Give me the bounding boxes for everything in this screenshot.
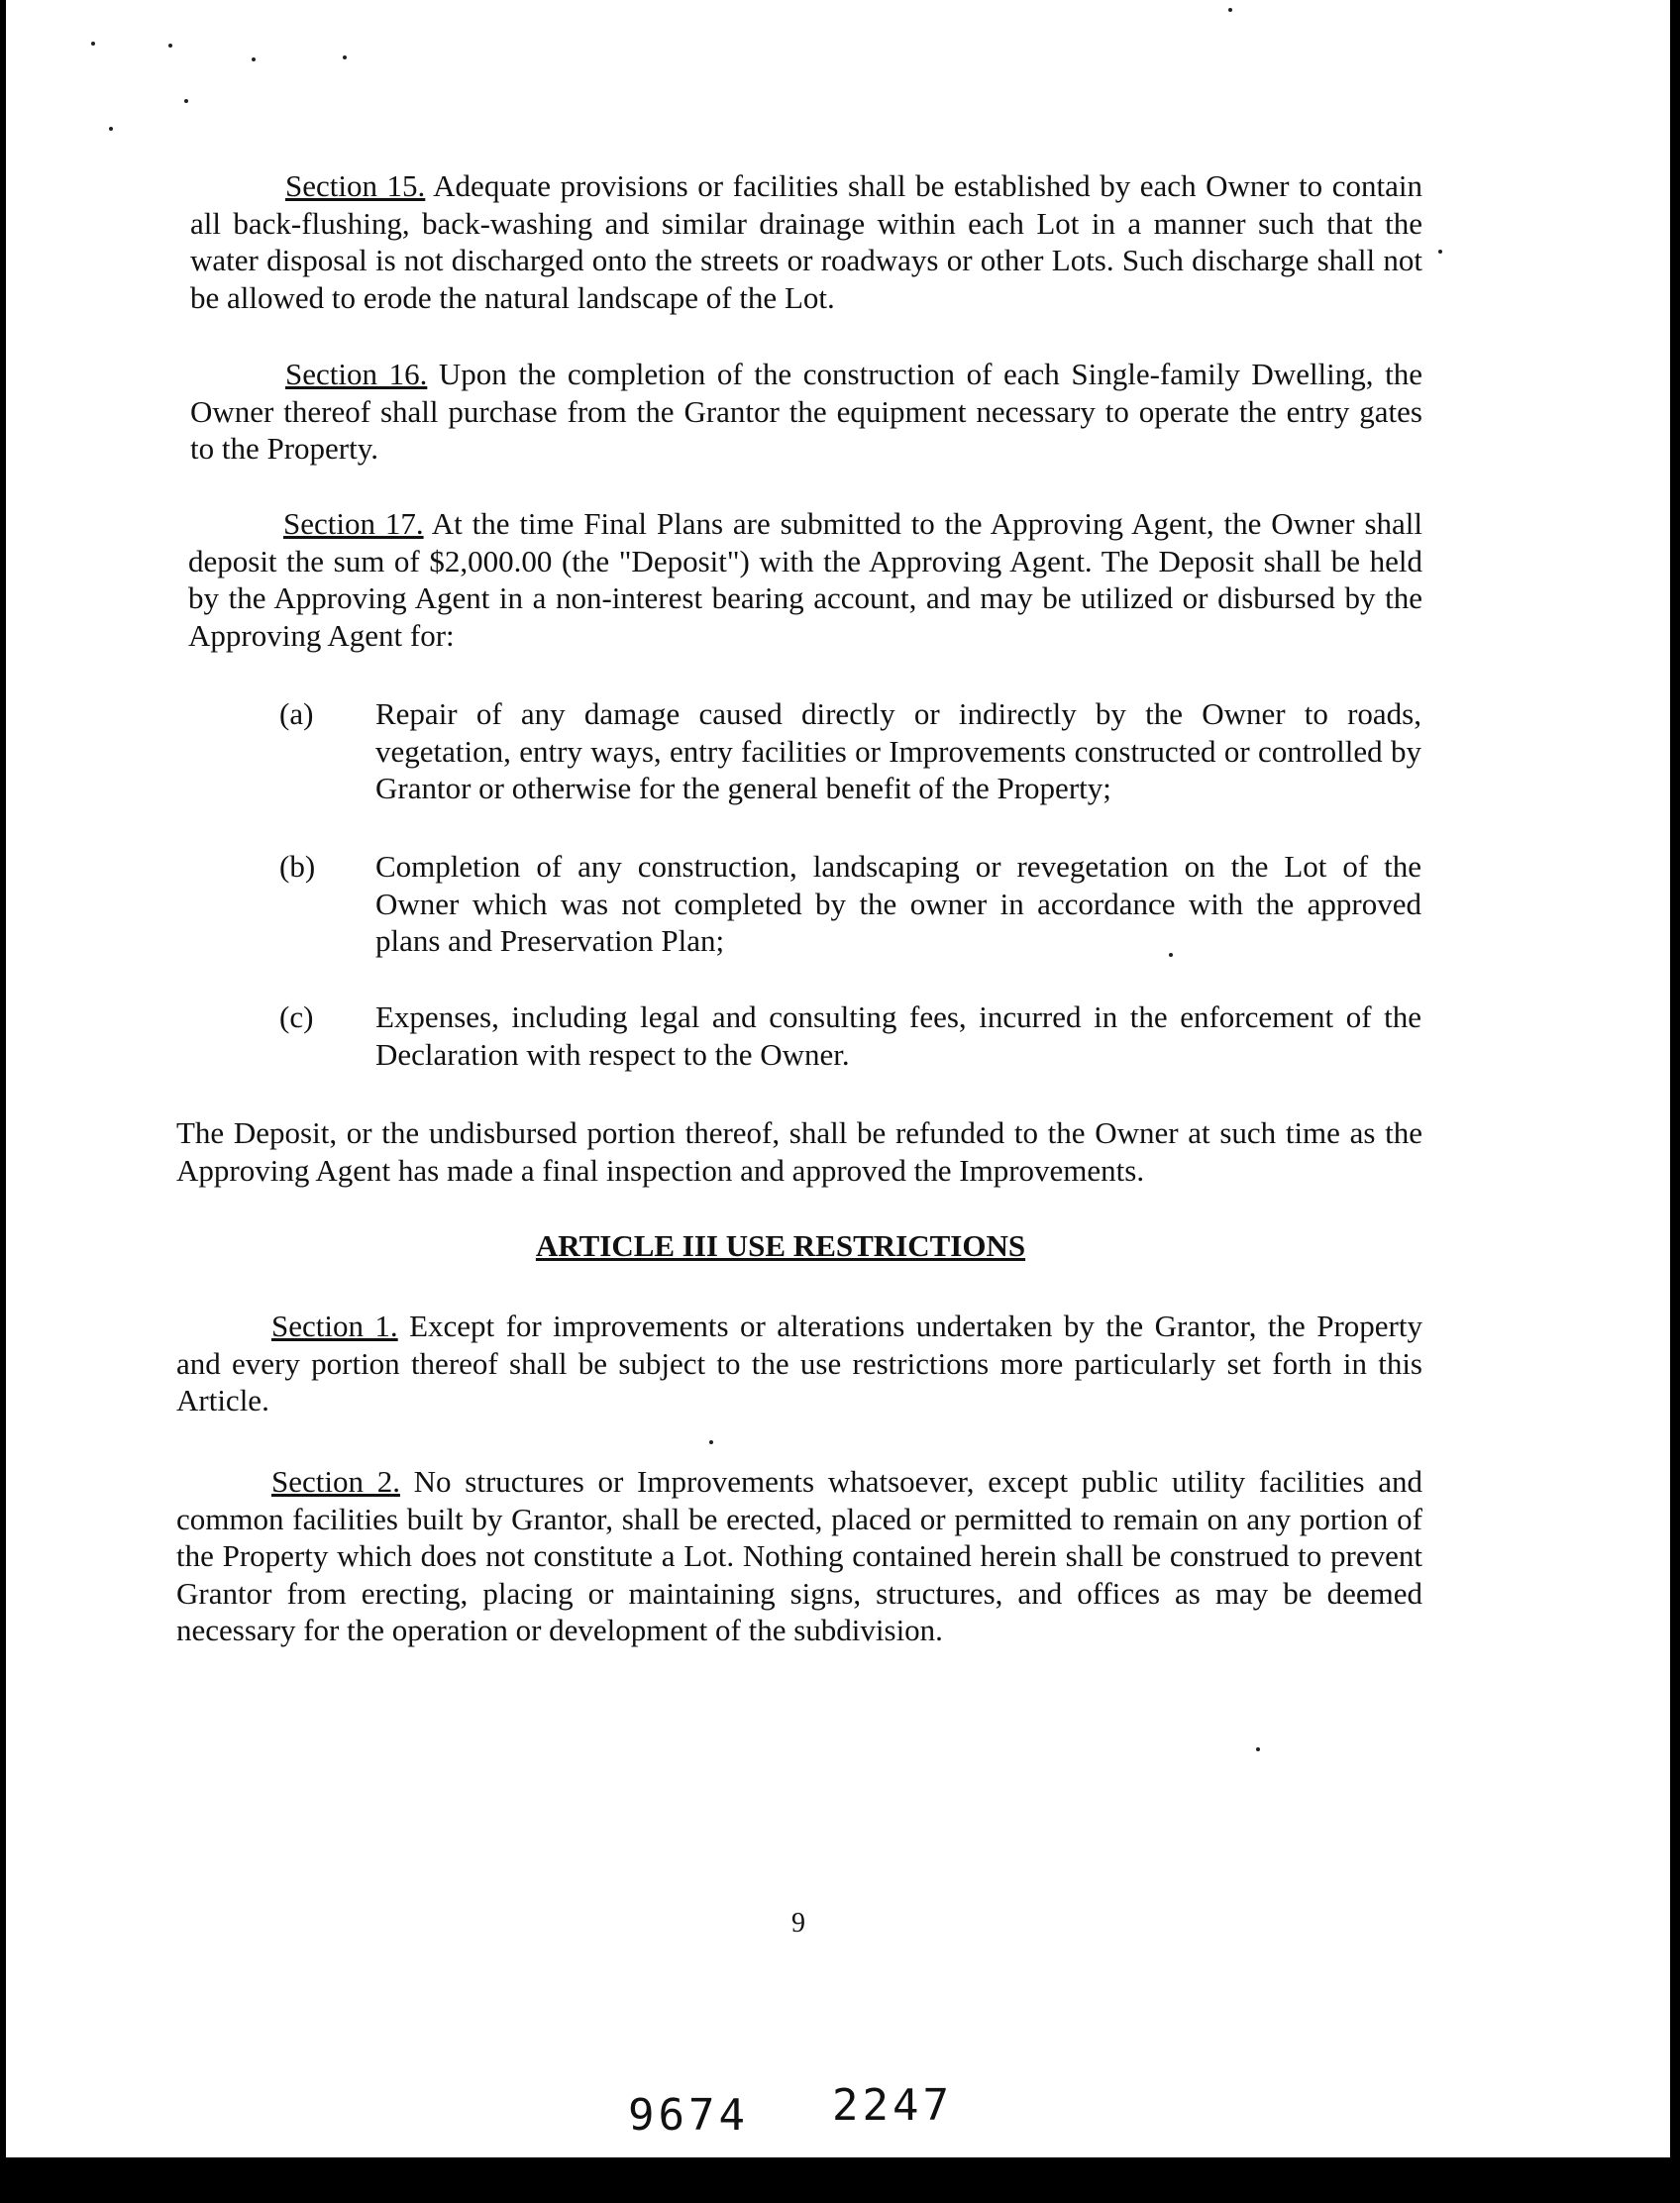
scan-speck	[1228, 8, 1232, 12]
scan-speck	[91, 42, 95, 46]
article-section-2-text: No structures or Improvements whatsoever, except public utility facilities and common facilities built by Grantor, shall be erected, placed or permitted to remain on any portion of the Property which does not constitute a Lot. Nothing contained herein shall be construed to prevent Grantor from erecting, placing or maintaining signs, structures, and offices as may be deemed necessary for the operation or development of the subdivision.	[176, 1464, 1422, 1647]
scan-speck	[184, 99, 188, 103]
scan-speck	[109, 127, 113, 131]
section-15-label: Section 15.	[285, 168, 426, 203]
scan-speck	[709, 1440, 713, 1444]
document-page	[6, 0, 1670, 2157]
section-17-paragraph	[188, 505, 1422, 654]
list-item-a-text: Repair of any damage caused directly or indirectly by the Owner to roads, vegetation, entry ways, entry facilities or Improvements constructed or controlled by Grantor or otherwise for the general benefit of the Property;	[375, 696, 1421, 805]
article-section-2-label: Section 2.	[271, 1464, 400, 1499]
deposit-refund-paragraph: The Deposit, or the undisbursed portion thereof, shall be refunded to the Owner at such time as the Approving Agent has made a final inspection and approved the Improvements.	[176, 1115, 1422, 1188]
list-item-c-letter: (c)	[279, 999, 314, 1034]
scan-speck	[252, 57, 256, 61]
section-16-paragraph	[190, 356, 1422, 468]
section-17-text: At the time Final Plans are submitted to the Approving Agent, the Owner shall deposit the sum of $2,000.00 (the "Deposit") with the Approving Agent. The Deposit shall be held by the Approving Agent in a non-interest bearing account, and may be utilized or disbursed by the Approving Agent for:	[188, 506, 1422, 653]
section-17-label: Section 17.	[283, 506, 424, 541]
scan-speck	[1438, 250, 1442, 254]
section-15-text: Adequate provisions or facilities shall be established by each Owner to contain all back-flushing, back-washing and similar drainage within each Lot in a manner such that the water disposal is not discharged onto the streets or roadways or other Lots. Such discharge shall not be allowed to erode the natural landscape of the Lot.	[190, 168, 1422, 315]
list-item-c-text: Expenses, including legal and consulting fees, incurred in the enforcement of the Declaration with respect to the Owner.	[375, 999, 1421, 1072]
doc-code-part2: 2247	[832, 2080, 953, 2131]
article-section-1-label: Section 1.	[271, 1309, 398, 1343]
list-item-a-letter: (a)	[279, 696, 314, 731]
article-heading: ARTICLE III USE RESTRICTIONS	[535, 1228, 1026, 1263]
article-section-1-text: Except for improvements or alterations undertaken by the Grantor, the Property and every portion thereof shall be subject to the use restrictions more particularly set forth in this Article.	[176, 1309, 1422, 1417]
article-section-2-paragraph	[176, 1463, 1422, 1649]
doc-code-part1: 9674	[628, 2090, 749, 2141]
page-number: 9	[791, 1908, 805, 1939]
article-section-1-paragraph	[176, 1308, 1422, 1419]
scan-speck	[168, 44, 172, 48]
scan-speck	[343, 55, 347, 59]
section-15-paragraph	[190, 167, 1422, 316]
list-item-b-text: Completion of any construction, landscaping or revegetation on the Lot of the Owner which was not completed by the owner in accordance with the approved plans and Preservation Plan;	[375, 849, 1421, 958]
section-16-text: Upon the completion of the construction of each Single-family Dwelling, the Owner thereof shall purchase from the Grantor the equipment necessary to operate the entry gates to the Property.	[190, 357, 1422, 466]
section-16-label: Section 16.	[285, 357, 428, 391]
list-item-b-letter: (b)	[279, 849, 316, 884]
scan-speck	[1256, 1747, 1260, 1751]
